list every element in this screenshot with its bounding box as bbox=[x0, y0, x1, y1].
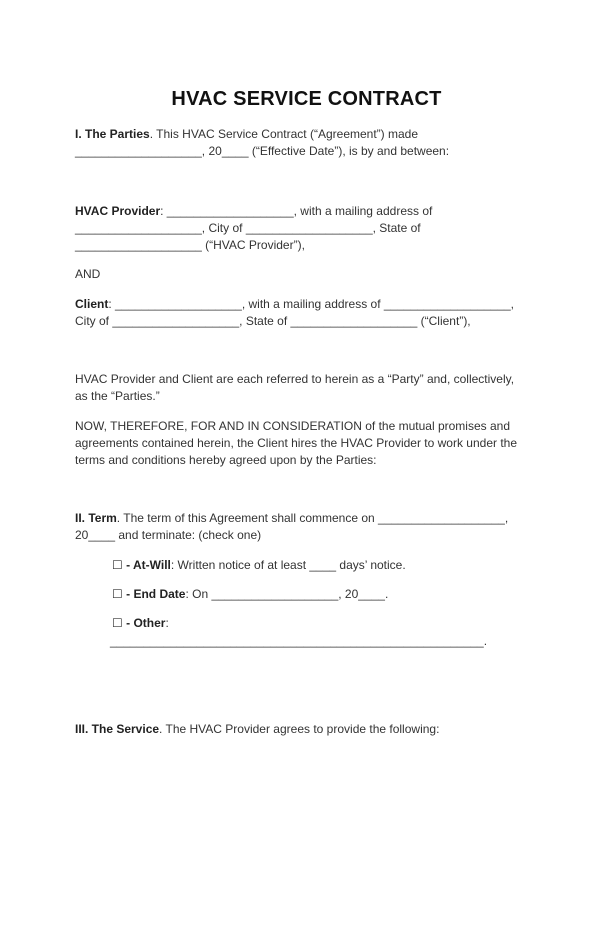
now-therefore-paragraph: NOW, THEREFORE, FOR AND IN CONSIDERATION of the mutual promises and agreements contained herein, the Client hires the HVAC Provider to work under the terms and conditions hereby agreed upon by the Parties: bbox=[75, 419, 518, 467]
term-heading: II. Term bbox=[75, 511, 117, 525]
provider-label: HVAC Provider bbox=[75, 204, 161, 218]
parties-line-1: I. The Parties. This HVAC Service Contract (“Agreement”) made bbox=[75, 127, 419, 141]
other-blank-line: ________________________________________________________. bbox=[110, 634, 488, 648]
parties-section bbox=[75, 126, 545, 160]
parties-line-2: ___________________, 20____ (“Effective Date”), is by and between: bbox=[75, 144, 450, 158]
document-title: HVAC SERVICE CONTRACT bbox=[171, 88, 442, 110]
provider-line-2: ___________________, City of ___________________, State of bbox=[75, 221, 421, 235]
term-section bbox=[75, 510, 545, 544]
term-line-2: 20____ and terminate: (check one) bbox=[75, 528, 262, 542]
parties-heading: I. The Parties bbox=[75, 127, 150, 141]
service-heading: III. The Service bbox=[75, 722, 160, 736]
end-date-checkbox[interactable]: ☐ bbox=[112, 587, 123, 601]
option-other: ☐ - Other: bbox=[112, 616, 169, 630]
at-will-checkbox[interactable]: ☐ bbox=[112, 558, 123, 572]
provider-line-1: HVAC Provider: ___________________, with a mailing address of bbox=[75, 204, 433, 218]
client-section bbox=[75, 296, 545, 330]
other-checkbox[interactable]: ☐ bbox=[112, 616, 123, 630]
end-date-label: - End Date bbox=[126, 587, 186, 601]
client-line-1: Client: ___________________, with a mailing address of ___________________, bbox=[75, 297, 515, 311]
option-at-will: ☐ - At-Will: Written notice of at least ____ days’ notice. bbox=[112, 558, 406, 572]
party-definition: HVAC Provider and Client are each referred to herein as a “Party” and, collectively, as the “Parties.” bbox=[75, 372, 515, 403]
option-end-date: ☐ - End Date: On ___________________, 20____. bbox=[112, 587, 389, 601]
client-line-2: City of ___________________, State of ___________________ (“Client”), bbox=[75, 314, 471, 328]
client-label: Client bbox=[75, 297, 109, 311]
and-text: AND bbox=[75, 267, 101, 281]
service-section: III. The Service. The HVAC Provider agrees to provide the following: bbox=[75, 722, 440, 736]
at-will-label: - At-Will bbox=[126, 558, 171, 572]
provider-section bbox=[75, 203, 545, 254]
other-label: - Other bbox=[126, 616, 166, 630]
term-line-1: II. Term. The term of this Agreement shall commence on ___________________, bbox=[75, 511, 509, 525]
provider-line-3: ___________________ (“HVAC Provider”), bbox=[75, 238, 305, 252]
